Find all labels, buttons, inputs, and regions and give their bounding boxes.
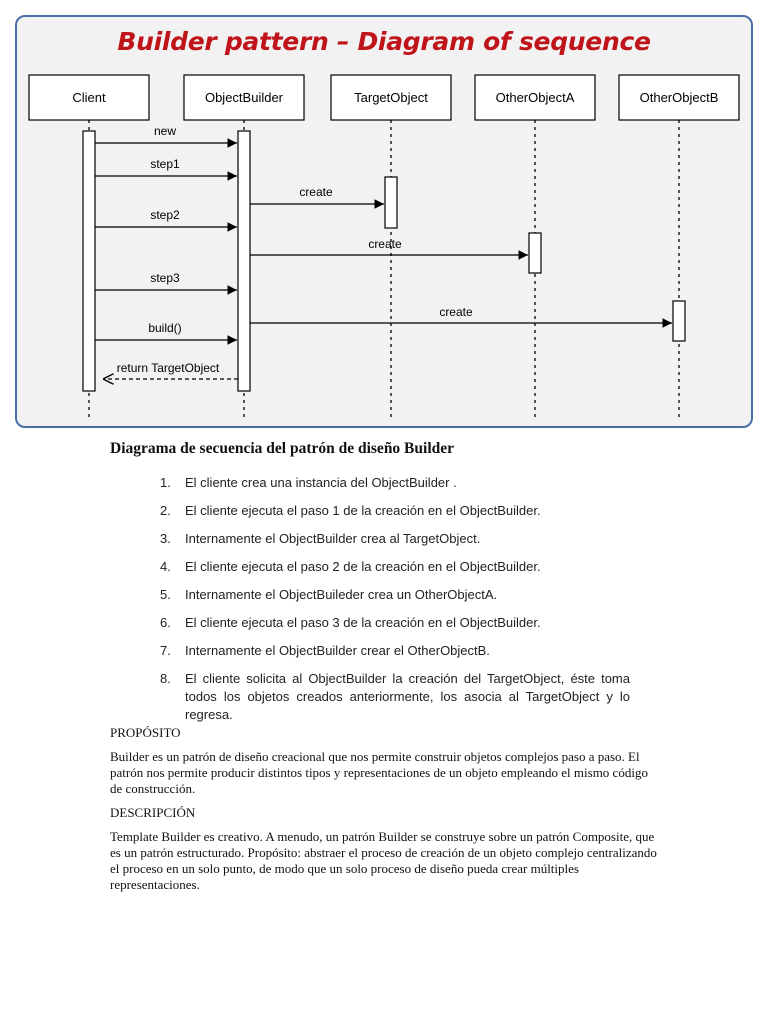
section-heading: Diagrama de secuencia del patrón de diseño Builder — [110, 440, 455, 457]
list-item-text: El cliente crea una instancia del ObjectBuilder . — [185, 475, 457, 490]
list-item-number: 7. — [160, 643, 171, 658]
list-item — [160, 502, 630, 520]
message-step2-label: step2 — [150, 208, 180, 222]
sequence-diagram — [17, 17, 751, 426]
diagram-title: Builder pattern – Diagram of sequence — [117, 27, 651, 56]
list-item — [160, 642, 630, 660]
message-create-otherb-label: create — [439, 305, 473, 319]
activation-objectbuilder — [238, 131, 250, 391]
list-item — [160, 558, 630, 576]
description-text: Template Builder es creativo. A menudo, un patrón Builder se construye sobre un patrón Composite, que es un patrón estructurado. Propósito: abstraer el proceso de creación de un objeto complejo centralizando el proceso en un solo punto, de modo que un solo proceso de diseño pueda crear múltiples representaciones. — [110, 829, 657, 892]
sequence-diagram-panel — [15, 15, 753, 428]
list-item-text: Internamente el ObjectBuilder crea al TargetObject. — [185, 531, 481, 546]
list-item-number: 6. — [160, 615, 171, 630]
activation-otherobjectb — [673, 301, 685, 341]
message-create-othera-label: create — [368, 237, 402, 251]
message-create-target-label: create — [299, 185, 333, 199]
list-item-text: El cliente ejecuta el paso 1 de la creación en el ObjectBuilder. — [185, 503, 541, 518]
list-item-number: 4. — [160, 559, 171, 574]
list-item-number: 8. — [160, 671, 171, 686]
list-item-number: 2. — [160, 503, 171, 518]
list-item-text: El cliente ejecuta el paso 2 de la creación en el ObjectBuilder. — [185, 559, 541, 574]
list-item — [160, 474, 630, 492]
participant-targetobject-label: TargetObject — [354, 90, 428, 105]
participant-otherobjecta-label: OtherObjectA — [495, 90, 575, 105]
list-item-number: 5. — [160, 587, 171, 602]
list-item — [160, 614, 630, 632]
list-item-text: Internamente el ObjectBuilder crear el OtherObjectB. — [185, 643, 490, 658]
activation-client — [83, 131, 95, 391]
message-new-label: new — [153, 124, 177, 138]
message-step3-label: step3 — [150, 271, 180, 285]
list-item — [160, 586, 630, 604]
participant-objectbuilder-label: ObjectBuilder — [204, 90, 284, 105]
list-item-number: 3. — [160, 531, 171, 546]
participant-client-label: Client — [72, 90, 106, 105]
list-item — [160, 530, 630, 548]
message-step1-label: step1 — [150, 157, 180, 171]
list-item-text: El cliente ejecuta el paso 3 de la creación en el ObjectBuilder. — [185, 615, 541, 630]
participant-otherobjectb-label: OtherObjectB — [639, 90, 719, 105]
steps-list — [160, 474, 630, 734]
description-title: DESCRIPCIÓN — [110, 805, 196, 820]
list-item — [160, 670, 630, 724]
list-item-text: El cliente solicita al ObjectBuilder la creación del TargetObject, éste toma todos los objetos creados anteriormente, los asocia al TargetObject y lo regresa. — [185, 671, 630, 722]
activation-targetobject — [385, 177, 397, 228]
purpose-text: Builder es un patrón de diseño creacional que nos permite construir objetos complejos paso a paso. El patrón nos permite producir distintos tipos y representaciones de un objeto empleando el mismo código de construcción. — [110, 749, 648, 796]
message-return-label: return TargetObject — [116, 361, 220, 375]
list-item-text: Internamente el ObjectBuileder crea un OtherObjectA. — [185, 587, 498, 602]
message-build-label: build() — [148, 321, 182, 335]
activation-otherobjecta — [529, 233, 541, 273]
list-item-number: 1. — [160, 475, 171, 490]
purpose-title: PROPÓSITO — [110, 725, 181, 740]
